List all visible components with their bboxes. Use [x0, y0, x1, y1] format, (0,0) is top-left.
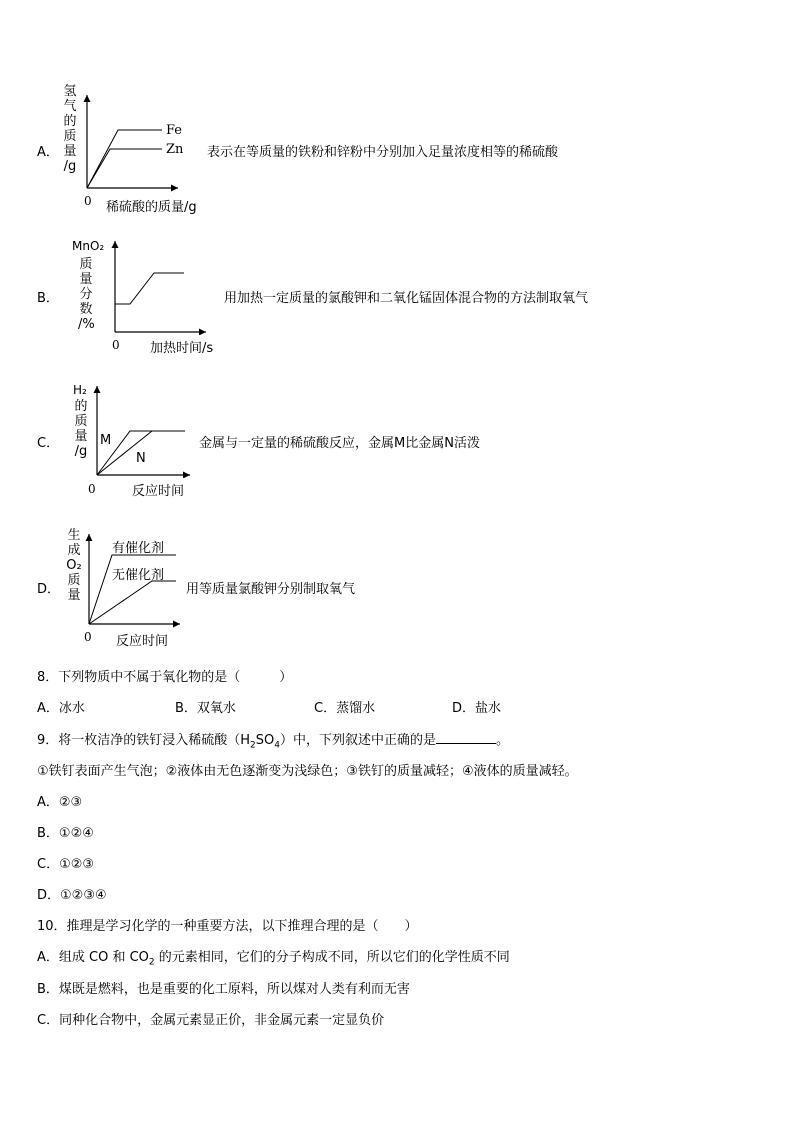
graph-d-x-label: 反应时间 — [116, 634, 169, 649]
graph-c-label-m: M — [100, 433, 112, 448]
q10-option-a: A．组成 CO 和 $CO_2$ 的元素相同，它们的分子构成不同，所以它们的化学性质不同 — [37, 950, 510, 968]
graph-c-origin: 0 — [88, 482, 96, 496]
graph-c-label-n: N — [136, 451, 146, 466]
q8-option-d: D．盐水 — [452, 701, 502, 716]
graph-b-x-label: 加热时间/s — [150, 341, 214, 356]
graph-d-line-catalyst — [89, 555, 176, 624]
q9-option-b: B．①②④ — [37, 826, 94, 841]
q8-option-b: B．双氧水 — [175, 701, 236, 716]
q10-stem: 10．推理是学习化学的一种重要方法，以下推理合理的是（ ） — [37, 919, 418, 934]
q9-stem: 9．将一枚洁净的铁钉浸入稀硫酸$(H_2SO_4)$中，下列叙述中正确的是 。 — [37, 733, 510, 751]
graph-a-line-zn — [87, 149, 162, 188]
q8-option-a: A．冰水 — [37, 701, 85, 716]
graph-a-label-fe: Fe — [166, 123, 183, 138]
option-b-letter: B． — [37, 291, 59, 306]
graph-a-line-fe — [87, 130, 162, 188]
q9-option-a: A．②③ — [37, 795, 83, 810]
q8-stem: 8．下列物质中不属于氧化物的是（ ） — [37, 670, 293, 685]
q10-option-c: C．同种化合物中，金属元素显正价，非金属元素一定显负价 — [37, 1013, 385, 1028]
q9-option-d: D．①②③④ — [37, 888, 107, 903]
option-a-text: 表示在等质量的铁粉和锌粉中分别加入足量浓度相等的稀硫酸 — [207, 145, 559, 160]
option-d-text: 用等质量氯酸钾分别制取氧气 — [186, 582, 356, 597]
option-d-letter: D． — [37, 582, 61, 597]
graph-b-origin: 0 — [112, 338, 120, 352]
option-b-text: 用加热一定质量的氯酸钾和二氧化锰固体混合物的方法制取氧气 — [224, 291, 589, 306]
graph-c-y-label-top: H₂ — [73, 383, 87, 397]
graph-c — [90, 380, 200, 478]
option-a-letter: A． — [37, 145, 59, 160]
graph-c-y-label: 的 质 量 /g — [74, 399, 88, 459]
graph-d-line-no-catalyst — [89, 581, 176, 624]
graph-d-y-label: 生 成 O₂ 质 量 — [66, 528, 82, 603]
graph-a-y-label: 氢 气 的 质 量 /g — [63, 84, 77, 174]
graph-d-origin: 0 — [84, 630, 92, 644]
graph-b-line — [115, 273, 184, 304]
graph-b — [108, 235, 218, 335]
q8-option-c: C．蒸馏水 — [314, 701, 376, 716]
q9-answer-blank[interactable] — [436, 731, 496, 744]
q10-option-b: B．煤既是燃料，也是重要的化工原料，所以煤对人类有利而无害 — [37, 982, 410, 997]
q9-statements: ①铁钉表面产生气泡；②液体由无色逐渐变为浅绿色；③铁钉的质量减轻；④液体的质量减轻。 — [37, 764, 578, 779]
q9-option-c: C．①②③ — [37, 857, 95, 872]
graph-d-label-catalyst: 有催化剂 — [112, 541, 165, 556]
graph-a — [80, 90, 190, 200]
graph-a-origin: 0 — [84, 194, 92, 208]
option-c-text: 金属与一定量的稀硫酸反应，金属M比金属N活泼 — [199, 436, 480, 451]
graph-a-x-label: 稀硫酸的质量/g — [106, 200, 197, 215]
graph-a-label-zn: Zn — [166, 142, 184, 157]
graph-d — [82, 528, 192, 628]
graph-b-y-label-top: MnO₂ — [72, 239, 105, 253]
graph-d-label-no-catalyst: 无催化剂 — [112, 568, 165, 583]
option-c-letter: C． — [37, 436, 60, 451]
graph-c-x-label: 反应时间 — [132, 484, 185, 499]
graph-b-y-label: 质 量 分 数 /% — [78, 257, 95, 332]
